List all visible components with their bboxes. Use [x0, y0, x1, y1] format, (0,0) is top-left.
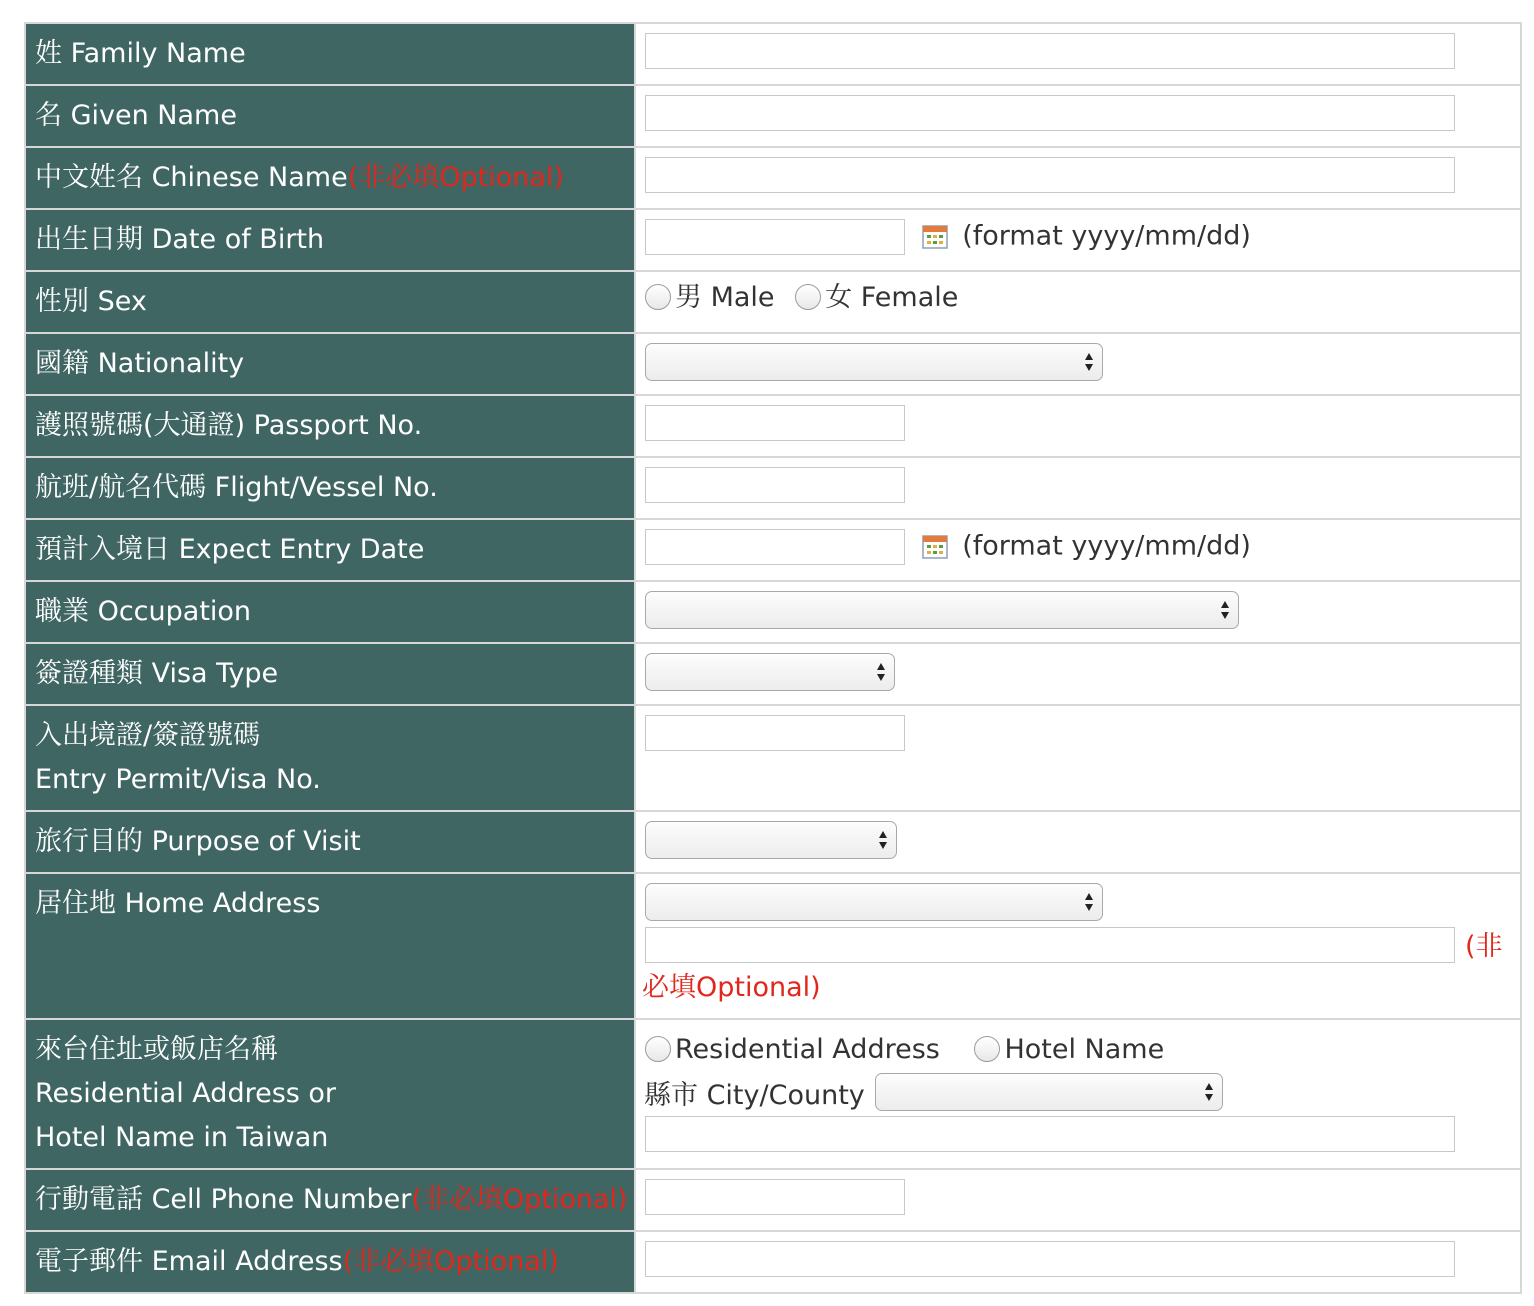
radio-residential-address[interactable] [645, 1036, 671, 1062]
dob-group [645, 214, 1520, 259]
label-flight [25, 457, 635, 519]
field-cell-email [635, 1231, 1521, 1293]
label-text-line2: Residential Address or [35, 1078, 337, 1109]
field-cell-dob [635, 209, 1521, 271]
field-cell-nationality [635, 333, 1521, 395]
application-form [24, 22, 1522, 1294]
select-arrows-icon [1084, 350, 1094, 374]
address-type-options [645, 1028, 1520, 1072]
label-text: 行動電話 Cell Phone Number [35, 1184, 412, 1215]
label-text-line1: 來台住址或飯店名稱 [35, 1034, 278, 1065]
radio-hotel-name[interactable] [974, 1036, 1000, 1062]
label-email [25, 1231, 635, 1293]
label-entry-permit [25, 705, 635, 811]
select-arrows-icon [878, 828, 888, 852]
label-text: 簽證種類 Visa Type [35, 658, 279, 689]
label-text: 航班/航名代碼 Flight/Vessel No. [35, 472, 438, 503]
row-passport [25, 395, 1521, 457]
entry-date-input[interactable] [645, 529, 905, 565]
row-taiwan-address [25, 1019, 1521, 1169]
label-text-line1: 入出境證/簽證號碼 [35, 720, 261, 751]
field-cell-taiwan-address [635, 1019, 1521, 1169]
row-chinese-name [25, 147, 1521, 209]
label-sex [25, 271, 635, 333]
label-text-line2: Entry Permit/Visa No. [35, 764, 321, 795]
home-address-input[interactable] [645, 927, 1455, 963]
label-cell-phone [25, 1169, 635, 1231]
radio-female-label: 女 Female [825, 282, 959, 313]
label-text: 出生日期 Date of Birth [35, 224, 325, 255]
entry-permit-input[interactable] [645, 715, 905, 751]
row-email [25, 1231, 1521, 1293]
label-text: 旅行目的 Purpose of Visit [35, 826, 361, 857]
optional-tag: (非必填Optional) [347, 162, 564, 193]
field-cell-visa-type [635, 643, 1521, 705]
select-arrows-icon [876, 660, 886, 684]
cell-phone-input[interactable] [645, 1179, 905, 1215]
row-entry-permit [25, 705, 1521, 811]
row-dob [25, 209, 1521, 271]
label-entry-date [25, 519, 635, 581]
entry-date-group [645, 524, 1520, 569]
label-text: 姓 Family Name [35, 38, 246, 69]
calendar-icon[interactable] [922, 534, 948, 560]
city-row [644, 1072, 1520, 1112]
row-flight [25, 457, 1521, 519]
row-occupation [25, 581, 1521, 643]
label-chinese-name [25, 147, 635, 209]
city-county-label: 縣市 City/County [644, 1079, 865, 1111]
visa-type-select[interactable] [645, 653, 895, 691]
label-home-address [25, 873, 635, 1019]
label-text: 護照號碼(大通證) Passport No. [35, 410, 423, 441]
label-visa-type [25, 643, 635, 705]
label-family-name [25, 23, 635, 85]
label-text-line3: Hotel Name in Taiwan [35, 1122, 329, 1153]
optional-tag-part2: 必填Optional) [642, 972, 821, 1003]
flight-input[interactable] [645, 467, 905, 503]
family-name-input[interactable] [645, 33, 1455, 69]
occupation-select[interactable] [645, 591, 1239, 629]
label-purpose [25, 811, 635, 873]
radio-male[interactable] [645, 284, 671, 310]
calendar-icon[interactable] [922, 224, 948, 250]
optional-tag-part1: (非 [1465, 931, 1503, 962]
row-sex [25, 271, 1521, 333]
label-passport [25, 395, 635, 457]
label-text: 國籍 Nationality [35, 348, 245, 379]
field-cell-sex [635, 271, 1521, 333]
row-visa-type [25, 643, 1521, 705]
row-purpose [25, 811, 1521, 873]
city-county-select[interactable] [875, 1073, 1223, 1111]
field-cell-chinese-name [635, 147, 1521, 209]
date-format-hint: (format yyyy/mm/dd) [962, 220, 1251, 252]
row-given-name [25, 85, 1521, 147]
label-text: 居住地 Home Address [35, 888, 321, 919]
chinese-name-input[interactable] [645, 157, 1455, 193]
field-cell-cell-phone [635, 1169, 1521, 1231]
select-arrows-icon [1084, 890, 1094, 914]
label-text: 電子郵件 Email Address [35, 1246, 343, 1277]
field-cell-family-name [635, 23, 1521, 85]
select-arrows-icon [1220, 598, 1230, 622]
row-entry-date [25, 519, 1521, 581]
row-family-name [25, 23, 1521, 85]
radio-hotel-label: Hotel Name [1004, 1034, 1165, 1065]
label-text: 職業 Occupation [35, 596, 252, 627]
nationality-select[interactable] [645, 343, 1103, 381]
field-cell-entry-date [635, 519, 1521, 581]
row-nationality [25, 333, 1521, 395]
label-taiwan-address [25, 1019, 635, 1169]
optional-tag: (非必填Optional) [342, 1246, 559, 1277]
field-cell-home-address [635, 873, 1521, 1019]
optional-tag: (非必填Optional) [411, 1184, 628, 1215]
home-country-select[interactable] [645, 883, 1103, 921]
label-occupation [25, 581, 635, 643]
field-cell-purpose [635, 811, 1521, 873]
radio-residential-label: Residential Address [675, 1034, 940, 1065]
field-cell-occupation [635, 581, 1521, 643]
label-text: 性別 Sex [35, 286, 147, 317]
field-cell-given-name [635, 85, 1521, 147]
label-text: 名 Given Name [35, 100, 237, 131]
dob-input[interactable] [645, 219, 905, 255]
row-home-address [25, 873, 1521, 1019]
label-dob [25, 209, 635, 271]
field-cell-passport [635, 395, 1521, 457]
field-cell-entry-permit [635, 705, 1521, 811]
label-text: 中文姓名 Chinese Name [35, 162, 348, 193]
label-text: 預計入境日 Expect Entry Date [35, 534, 425, 565]
label-nationality [25, 333, 635, 395]
date-format-hint: (format yyyy/mm/dd) [962, 530, 1251, 562]
given-name-input[interactable] [645, 95, 1455, 131]
radio-female[interactable] [795, 284, 821, 310]
sex-options [645, 276, 1520, 320]
label-given-name [25, 85, 635, 147]
email-input[interactable] [645, 1241, 1455, 1277]
purpose-select[interactable] [645, 821, 897, 859]
taiwan-address-input[interactable] [645, 1116, 1455, 1152]
row-cell-phone [25, 1169, 1521, 1231]
passport-input[interactable] [645, 405, 905, 441]
field-cell-flight [635, 457, 1521, 519]
radio-male-label: 男 Male [675, 282, 775, 313]
select-arrows-icon [1204, 1080, 1214, 1104]
